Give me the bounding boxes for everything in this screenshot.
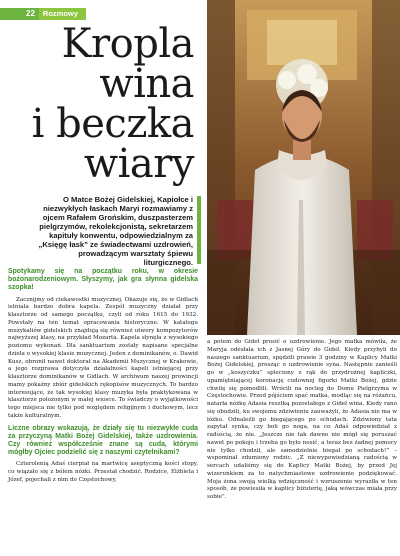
- lead-paragraph: O Matce Bożej Gidelskiej, Kapiołce i niezwykłych łaskach Maryi rozmawiamy z ojcem Rafałem Grońskim, duszpasterzem pielgrzymów, rekolekcjonistą, sekretarzem kapituły konwentu, odpowiedzialnym za „Księgę łask” ze świadectwami uzdrowień, prowadzącym warsztaty śpiewu liturgicznego.: [38, 195, 193, 267]
- title-line: wina: [99, 61, 194, 107]
- priest-photo: [207, 0, 400, 335]
- title-line: i beczka: [31, 101, 194, 147]
- section-tag: Rozmowy: [39, 8, 86, 20]
- page-number: 22: [0, 8, 39, 20]
- interview-question: Liczne obrazy wskazują, że działy się tu niezwykłe cuda za przyczyną Matki Bożej Gidelskiej, także uzdrowienia. Czy również współcześnie znane są cuda, którymi mógłby Ojciec podzielić się z naszymi czytelnikami?: [8, 424, 198, 457]
- article-title: [4, 21, 194, 187]
- interview-question: Spotykamy się na początku roku, w okresie bożonarodzeniowym. Słyszymy, jak gra słynna gidelska szopka!: [8, 268, 198, 292]
- section-header: [0, 8, 86, 20]
- lead-accent-bar: [197, 196, 201, 264]
- text-column-right: [207, 339, 397, 506]
- answer-paragraph: a potem do Gideł prosić o uzdrowienie. Jego matka mówiła, że Maryja odesłała ich z Jasnej Góry do Gideł. Kiedy przybyli do naszego sanktuarium, spędzili prawie 3 godziny w Kaplicy Matki Bożej Gidelskiej, prosząc o uzdrowienie syna. Następnie zanieśli go w „koszyczku” spleciony z rąk do przydrożnej kapliczki, upamiętniającej koronację cudownej figurki Matki Bożej, gdzie chwilę się pomodlili. Wrócili na nocleg do Domu Pielgrzyma w Częstochowie. Przed pójściem spać matka, modląc się na różańcu, natarła nóżkę Adasia resztką pozostałego z Gideł wina. Kiedy rano się obudzili, ku swojemu zdziwieniu zauważyli, że Adasia nie ma w łóżku. Odnaleźli go biegającego po schodach. Zdziwiony tata zapytał synka, czy boli go noga, na co Adaś odpowiedział z radością, że nie. „Jeszcze nie tak dawno nie mógł się poruszać nawet po pokoju i trzeba go było nosić, a teraz bez żadnej pomocy nie tylko chodził, ale samodzielnie biegał po schodach!” – wspominał zdumiony rodzic. „Z niewypowiedzianą radością w sercach udaliśmy się do Kaplicy Matki Bożej, by przed Jej wizerunkiem za to natychmiastowe uzdrowienie podziękować. Moja żona swoją wielką wdzięczność i wzruszenie wyraziła w ten sposób, że powiesiła w kaplicy biżuterię, jaką wówczas miała przy sobie”.: [207, 339, 397, 500]
- title-line: wiary: [83, 141, 194, 187]
- answer-paragraph: Czterolenią Adaś cierpiał na martwicę aseptyczną kości stopy, co wiązało się z bólem nóżki. Przestał chodzić. Rodzice, Elżbieta i Józef, pojechali z nim do Częstochowy,: [8, 461, 198, 483]
- answer-paragraph: Zacznijmy od ciekawostki muzycznej. Okazuje się, że w Gidlach istniała bardzo dobra kapela. Zespół muzyczny działał przy klasztorze od samego początku, czyli od roku 1615 do 1932. Powstały na ten temat opracowania historyczne. W katalogu muzykaliów gidelskich znajdują się również utwory kompozytorów najwyższej klasy, na przykład Mozarta. Kapela słynęła z wysokiego poziomu wykonań. Dla sanktuarium zostały napisane specjalne dzieła o wysokiej klasie muzycznej. Jeden z dominikanów, o. Dawid Kusz, obronił nawet doktorat na Akademii Muzycznej w Krakowie, a jego rozprawa dotyczyła działalności kapeli istniejącej przy klasztorze dominikanów w Gidlach. W archiwum naszej prowincji mamy pokaźny zbiór gidelskich rękopisów muzycznych. To bardzo interesujące, że tak wysokiej klasy muzyka była praktykowana w klasztorze położonym w małej wiosce. To świadczy o wyjątkowości tego miejsca nie tylko pod względem religijnym i duchowym, lecz także kulturalnym.: [8, 296, 198, 419]
- photo-illustration: [207, 0, 400, 335]
- title-line: Kropla: [61, 21, 194, 67]
- text-column-left: [8, 268, 198, 489]
